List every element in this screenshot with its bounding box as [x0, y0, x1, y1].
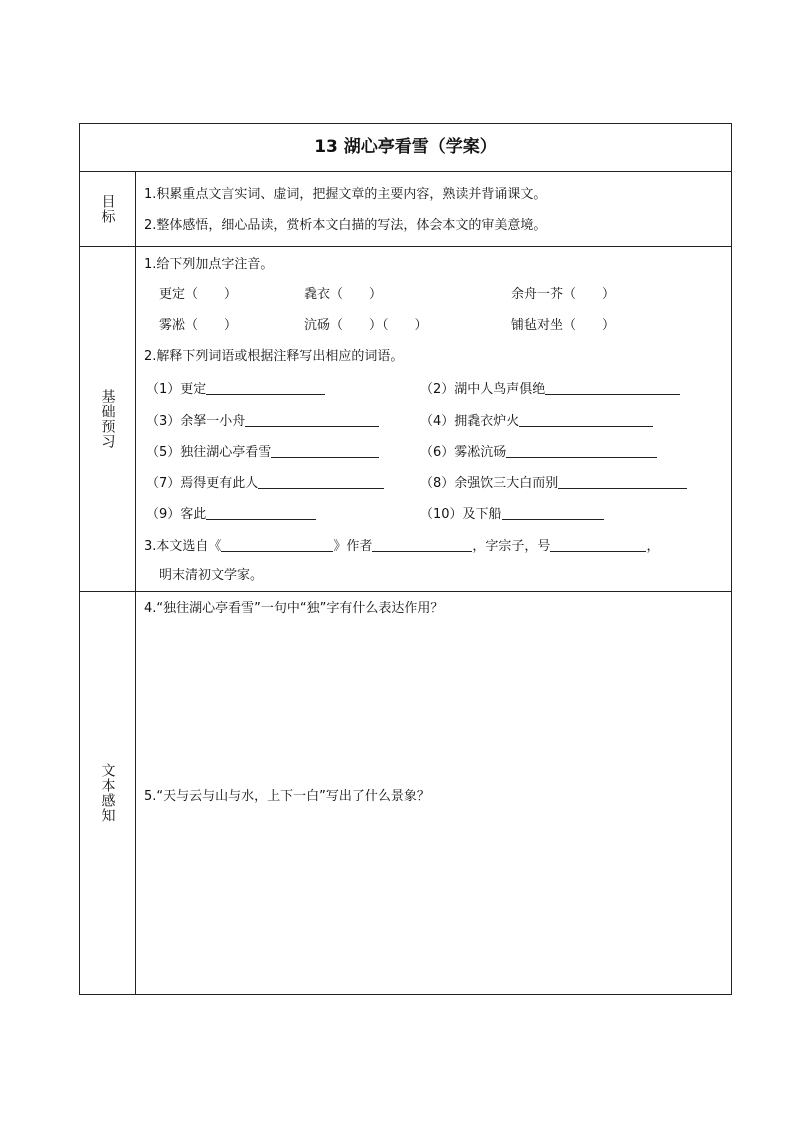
- answer-blank[interactable]: [245, 412, 379, 427]
- goal-label-cell: [80, 171, 135, 246]
- question-1: 1.给下列加点字注音。: [144, 257, 274, 272]
- goal-item: 1.积累重点文言实词、虚词，把握文章的主要内容，熟读并背诵课文。: [144, 187, 547, 202]
- column-divider: [135, 171, 136, 995]
- answer-blank[interactable]: [206, 505, 316, 520]
- row-divider: [80, 591, 731, 592]
- answer-blank[interactable]: [271, 443, 379, 458]
- vocab-item: （3）余拏一小舟: [146, 412, 379, 430]
- answer-blank[interactable]: [545, 380, 680, 395]
- preview-label: 基础预习: [99, 388, 116, 449]
- vocab-item: （10）及下船: [420, 505, 604, 523]
- vocab-item: （8）余强饮三大白而别: [420, 474, 687, 492]
- pinyin-item: 更定（ ）: [159, 287, 238, 302]
- vocab-item: （6）雾凇沆砀: [420, 443, 657, 461]
- answer-blank[interactable]: [558, 474, 687, 489]
- worksheet-table: [79, 123, 732, 995]
- perception-label-cell: [80, 591, 135, 995]
- question-3: 3.本文选自《 》作者 ，字宗子，号 ，: [144, 539, 660, 554]
- answer-blank[interactable]: [258, 474, 384, 489]
- preview-label-cell: [80, 246, 135, 591]
- perception-label: 文本感知: [99, 763, 116, 823]
- answer-blank[interactable]: [550, 537, 646, 552]
- answer-blank[interactable]: [502, 505, 604, 520]
- vocab-item: （4）拥毳衣炉火: [420, 412, 653, 430]
- row-divider: [80, 171, 731, 172]
- goal-item: 2.整体感悟，细心品读，赏析本文白描的写法，体会本文的审美意境。: [144, 218, 547, 233]
- answer-blank[interactable]: [519, 412, 653, 427]
- pinyin-item: 雾凇（ ）: [159, 318, 238, 333]
- question-2: 2.解释下列词语或根据注释写出相应的词语。: [144, 349, 404, 364]
- answer-blank[interactable]: [506, 443, 657, 458]
- vocab-item: （7）焉得更有此人: [146, 474, 384, 492]
- goal-label: 目标: [99, 193, 116, 224]
- question-5: 5.“天与云与山与水，上下一白”写出了什么景象？: [144, 789, 430, 804]
- vocab-item: （1）更定: [146, 380, 325, 398]
- pinyin-item: 铺毡对坐（ ）: [511, 318, 616, 333]
- page-title: 13 湖心亭看雪（学案）: [314, 137, 497, 157]
- answer-blank[interactable]: [372, 537, 472, 552]
- answer-blank[interactable]: [221, 537, 333, 552]
- vocab-item: （9）客此: [146, 505, 316, 523]
- row-divider: [80, 246, 731, 247]
- question-3-line2: 明末清初文学家。: [159, 568, 264, 583]
- vocab-item: （5）独往湖心亭看雪: [146, 443, 379, 461]
- question-4: 4.“独往湖心亭看雪”一句中“独”字有什么表达作用？: [144, 601, 444, 616]
- answer-blank[interactable]: [206, 380, 325, 395]
- pinyin-item: 余舟一芥（ ）: [511, 287, 616, 302]
- pinyin-item: 沆砀（ ）（ ）: [304, 318, 428, 333]
- pinyin-item: 毳衣（ ）: [304, 287, 383, 302]
- vocab-item: （2）湖中人鸟声俱绝: [420, 380, 680, 398]
